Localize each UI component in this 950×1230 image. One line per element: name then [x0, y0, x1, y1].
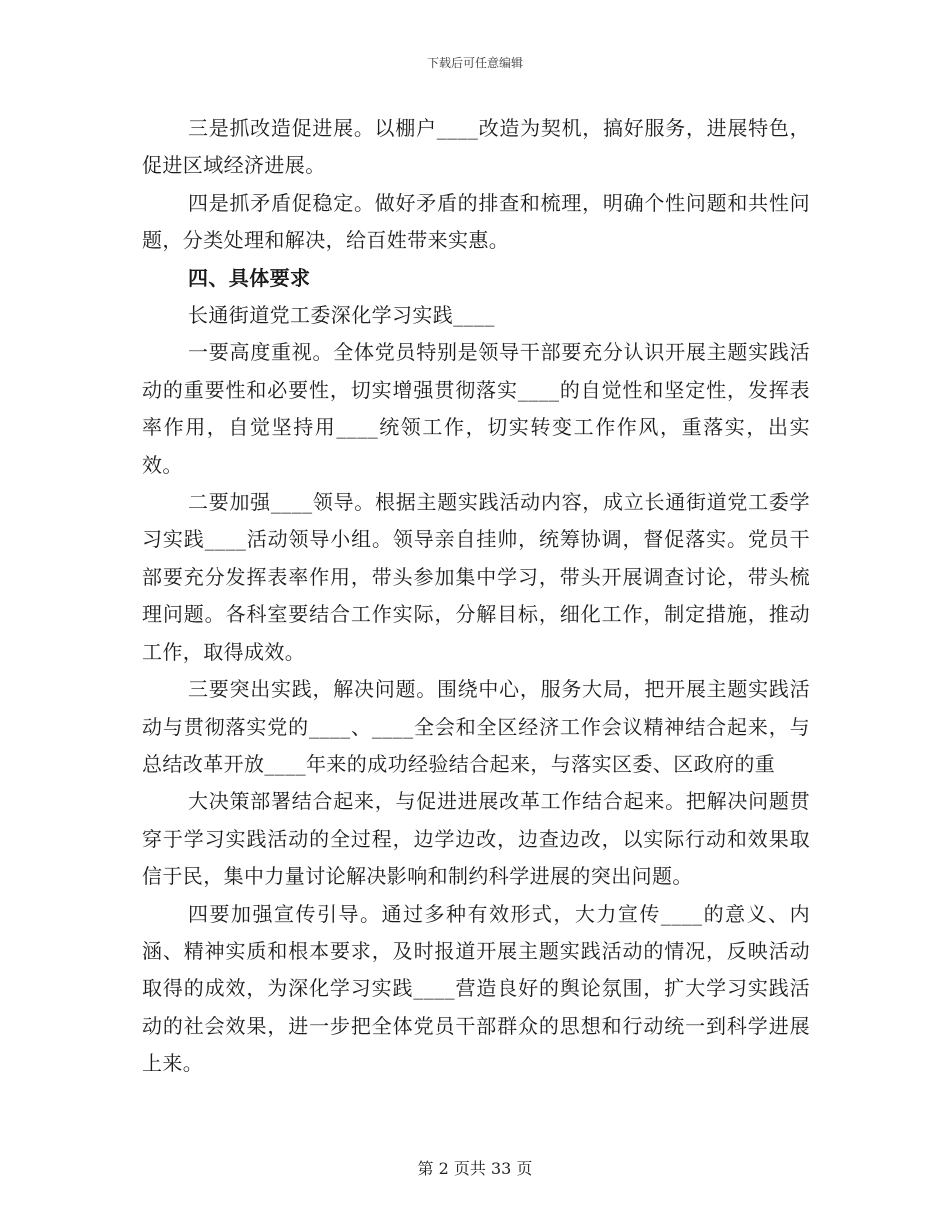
paragraph-point-four: 四是抓矛盾促稳定。做好矛盾的排查和梳理，明确个性问题和共性问题，分类处理和解决，给百姓带来实惠。	[142, 190, 810, 253]
paragraph-requirement-one: 一要高度重视。全体党员特别是领导干部要充分认识开展主题实践活动的重要性和必要性，切实增强贯彻落实____的自觉性和坚定性，发挥表率作用，自觉坚持用____统领工作，切实转变工作作风，重落实，出实效。	[142, 340, 810, 477]
paragraph-point-three: 三是抓改造促进展。以棚户____改造为契机，搞好服务，进展特色，促进区域经济进展。	[142, 116, 810, 178]
page-number: 第 2 页共 33 页	[417, 1159, 533, 1178]
paragraph-requirement-three-cont: 大决策部署结合起来，与促进进展改革工作结合起来。把解决问题贯穿于学习实践活动的全过程，边学边改，边查边改，以实际行动和效果取信于民，集中力量讨论解决影响和制约科学进展的突出问题。	[142, 789, 810, 889]
paragraph-subtitle: 长通街道党工委深化学习实践____	[188, 303, 495, 328]
section-heading: 四、具体要求	[188, 265, 311, 290]
document-body	[142, 110, 810, 1083]
paragraph-requirement-two: 二要加强____领导。根据主题实践活动内容，成立长通街道党工委学习实践____活动领导小组。领导亲自挂帅，统筹协调，督促落实。党员干部要充分发挥表率作用，带头参加集中学习，带头开展调查讨论，带头梳理问题。各科室要结合工作实际，分解目标，细化工作，制定措施，推动工作，取得成效。	[142, 490, 810, 664]
page-header: 下载后可任意编辑	[426, 56, 523, 70]
paragraph-requirement-three: 三要突出实践，解决问题。围绕中心，服务大局，把开展主题实践活动与贯彻落实党的____、____全会和全区经济工作会议精神结合起来，与总结改革开放____年来的成功经验结合起来，与落实区委、区政府的重	[142, 677, 810, 776]
paragraph-requirement-four: 四要加强宣传引导。通过多种有效形式，大力宣传____的意义、内涵、精神实质和根本要求，及时报道开展主题实践活动的情况，反映活动取得的成效，为深化学习实践____营造良好的舆论氛围，扩大学习实践活动的社会效果，进一步把全体党员干部群众的思想和行动统一到科学进展上来。	[142, 901, 810, 1076]
